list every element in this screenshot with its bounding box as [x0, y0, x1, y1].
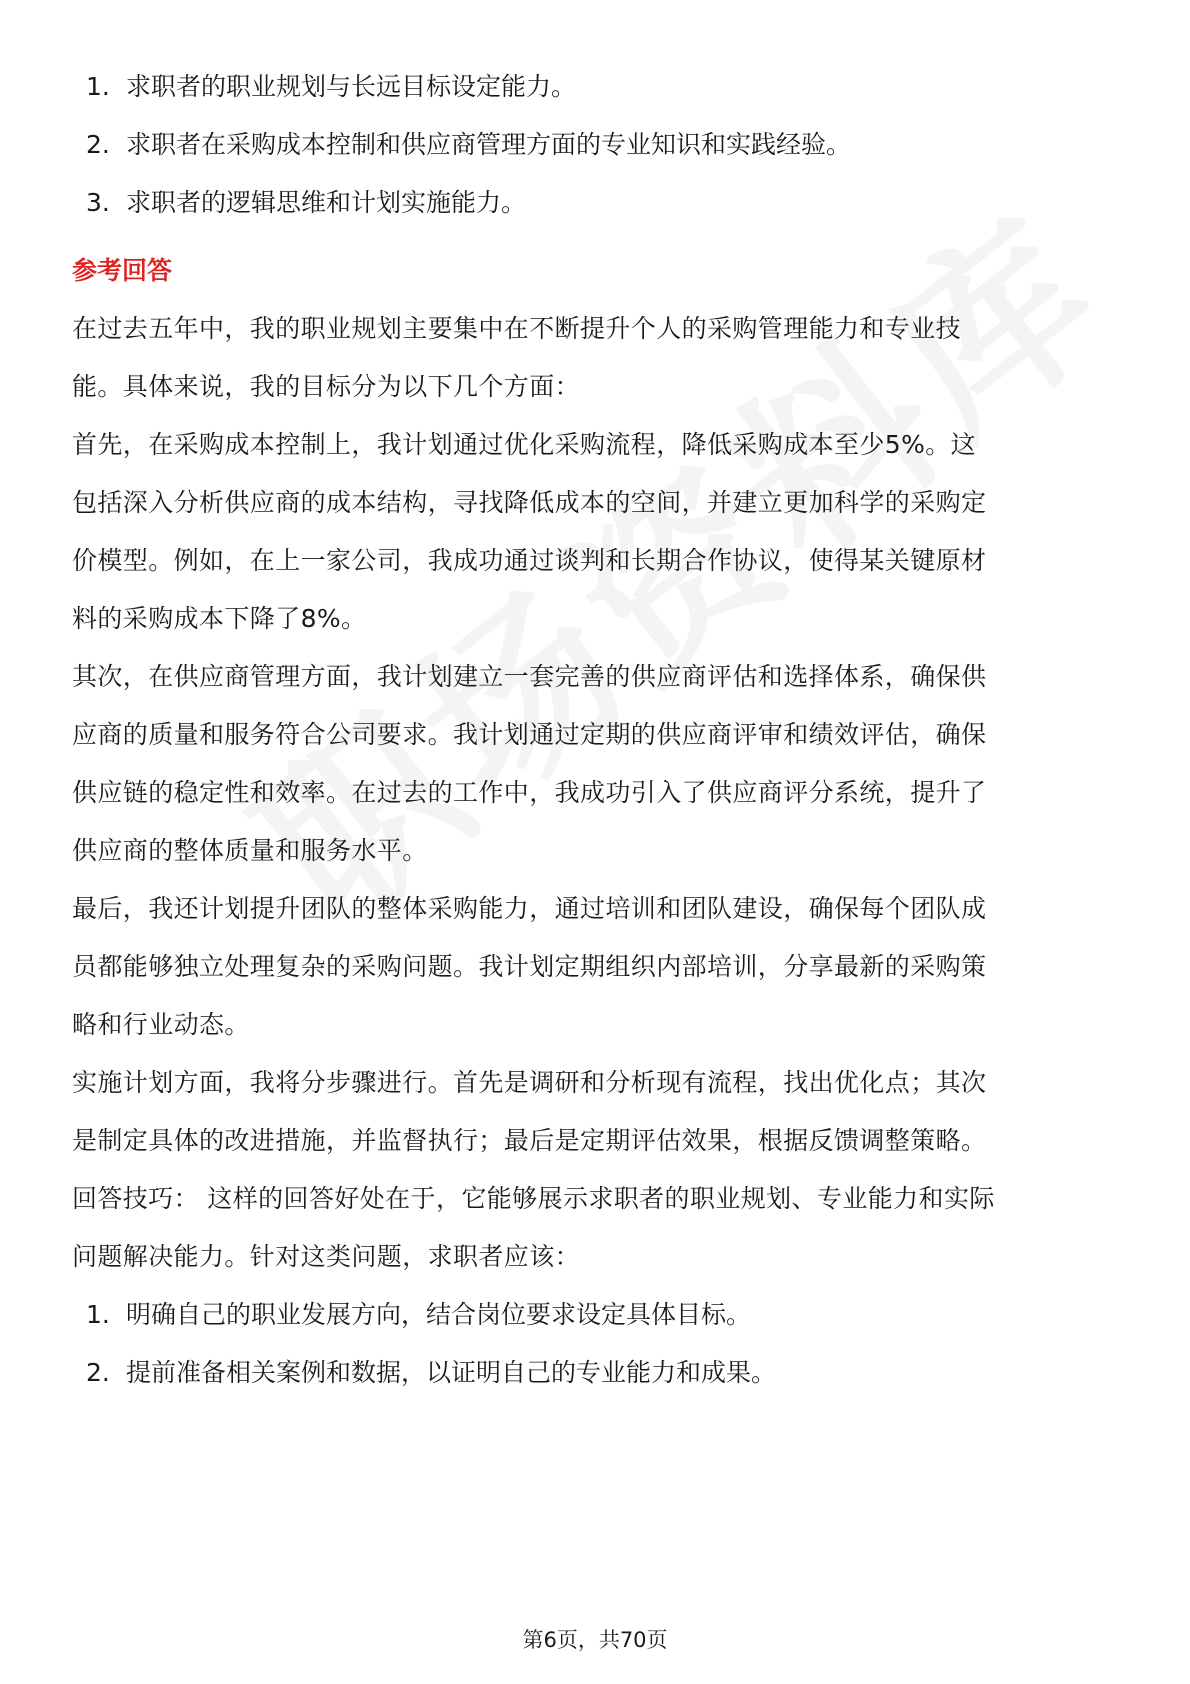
- paragraph-line: 供应商的整体质量和服务水平。: [72, 836, 428, 865]
- paragraph: [72, 648, 1122, 880]
- page-number: 第6页，共70页: [522, 1628, 668, 1652]
- paragraph: [72, 1054, 1122, 1170]
- intro-list: [72, 58, 1122, 232]
- paragraph-line: 包括深入分析供应商的成本结构，寻找降低成本的空间，并建立更加科学的采购定: [72, 488, 987, 517]
- paragraph: [72, 300, 1122, 416]
- paragraph-line: 价模型。例如，在上一家公司，我成功通过谈判和长期合作协议，使得某关键原材: [72, 546, 987, 575]
- list-item: [72, 1286, 1122, 1344]
- list-number: 3.: [86, 188, 110, 217]
- section-heading: 参考回答: [72, 256, 173, 285]
- paragraph-line: 回答技巧： 这样的回答好处在于，它能够展示求职者的职业规划、专业能力和实际: [72, 1184, 995, 1213]
- paragraph-line: 其次，在供应商管理方面，我计划建立一套完善的供应商评估和选择体系，确保供: [72, 662, 987, 691]
- list-number: 2.: [86, 1358, 110, 1387]
- list-text: 提前准备相关案例和数据，以证明自己的专业能力和成果。: [126, 1358, 777, 1387]
- paragraph-line: 最后，我还计划提升团队的整体采购能力，通过培训和团队建设，确保每个团队成: [72, 894, 987, 923]
- paragraph: [72, 880, 1122, 1054]
- paragraph: [72, 416, 1122, 648]
- paragraph-line: 实施计划方面，我将分步骤进行。首先是调研和分析现有流程，找出优化点；其次: [72, 1068, 987, 1097]
- list-text: 求职者在采购成本控制和供应商管理方面的专业知识和实践经验。: [126, 130, 852, 159]
- list-text: 明确自己的职业发展方向，结合岗位要求设定具体目标。: [126, 1300, 752, 1329]
- list-item: [72, 1344, 1122, 1402]
- list-number: 2.: [86, 130, 110, 159]
- paragraph: [72, 1170, 1122, 1286]
- list-item: [72, 58, 1122, 116]
- list-number: 1.: [86, 1300, 110, 1329]
- list-item: [72, 174, 1122, 232]
- list-item: [72, 116, 1122, 174]
- paragraph-line: 首先，在采购成本控制上，我计划通过优化采购流程，降低采购成本至少5%。这: [72, 430, 977, 459]
- paragraph-line: 应商的质量和服务符合公司要求。我计划通过定期的供应商评审和绩效评估，确保: [72, 720, 987, 749]
- paragraph-line: 问题解决能力。针对这类问题，求职者应该：: [72, 1242, 581, 1271]
- list-text: 求职者的职业规划与长远目标设定能力。: [126, 72, 577, 101]
- paragraph-line: 料的采购成本下降了8%。: [72, 604, 367, 633]
- list-number: 1.: [86, 72, 110, 101]
- paragraph-line: 供应链的稳定性和效率。在过去的工作中，我成功引入了供应商评分系统，提升了: [72, 778, 987, 807]
- paragraph-line: 在过去五年中，我的职业规划主要集中在不断提升个人的采购管理能力和专业技: [72, 314, 962, 343]
- page-content: [72, 58, 1122, 1402]
- paragraph-line: 能。具体来说，我的目标分为以下几个方面：: [72, 372, 581, 401]
- paragraph-line: 略和行业动态。: [72, 1010, 250, 1039]
- paragraph-line: 员都能够独立处理复杂的采购问题。我计划定期组织内部培训，分享最新的采购策: [72, 952, 987, 981]
- list-text: 求职者的逻辑思维和计划实施能力。: [126, 188, 527, 217]
- paragraph-line: 是制定具体的改进措施，并监督执行；最后是定期评估效果，根据反馈调整策略。: [72, 1126, 987, 1155]
- tips-list: [72, 1286, 1122, 1402]
